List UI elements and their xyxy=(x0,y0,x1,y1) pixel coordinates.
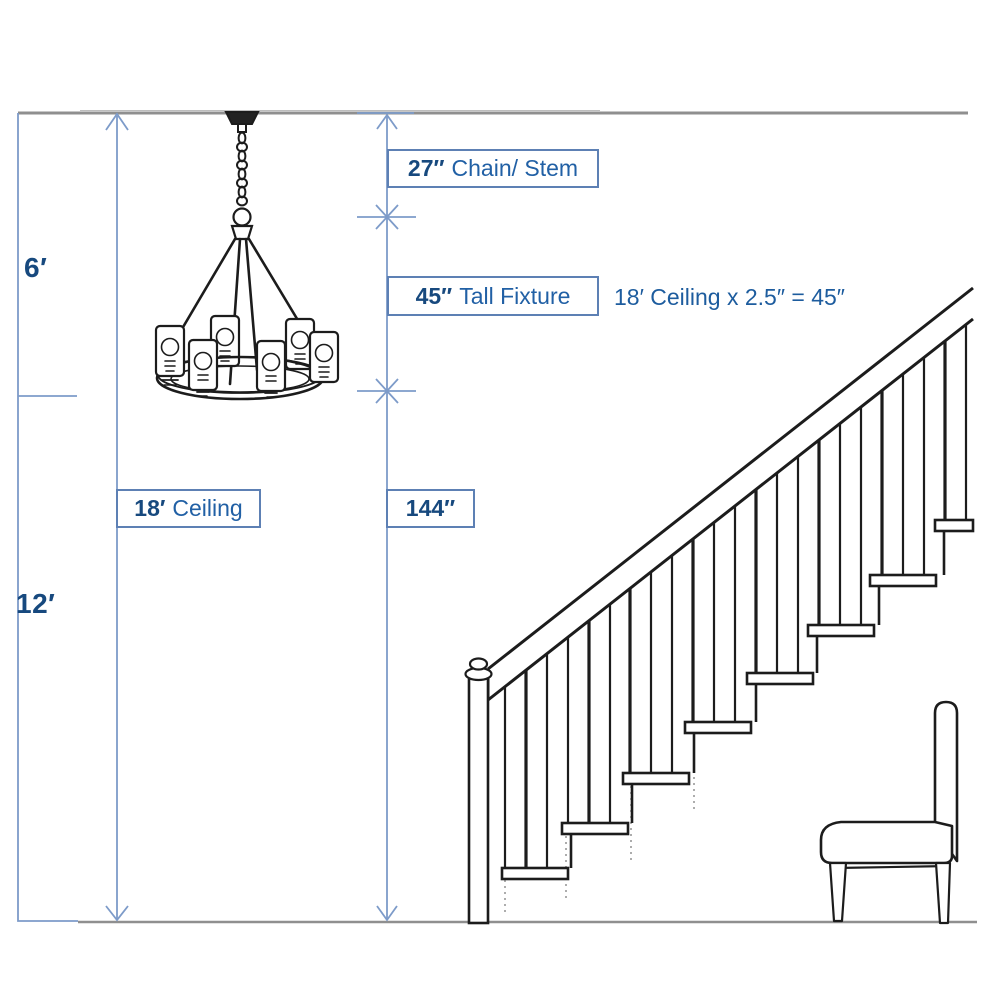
tall-fixture-dimension-box xyxy=(387,276,599,316)
staircase-balusters xyxy=(505,325,966,868)
chain-stem-value: 27″ xyxy=(407,155,445,181)
chair-back-leg xyxy=(936,863,950,923)
ceiling-height-box xyxy=(116,489,261,528)
label-lower-height: 12′ xyxy=(16,588,56,619)
chandelier-stem xyxy=(238,124,246,132)
staircase-handrail xyxy=(488,288,973,700)
chandelier-illustration xyxy=(156,112,338,399)
staircase-newel-post xyxy=(466,659,492,924)
drop-length-value: 144″ xyxy=(405,495,456,521)
drop-length-box xyxy=(386,489,475,528)
chandelier-chain xyxy=(237,133,247,206)
chandelier-canopy xyxy=(226,112,258,124)
chair-front-leg xyxy=(830,863,846,921)
chain-stem-dimension-box xyxy=(387,149,599,188)
wall-reference-line xyxy=(18,113,78,921)
chair-seat xyxy=(821,822,952,863)
chain-stem-label: Chain/ Stem xyxy=(451,155,579,181)
sizing-formula-text: 18′ Ceiling x 2.5″ = 45″ xyxy=(614,284,845,310)
tall-fixture-value: 45″ xyxy=(415,282,453,309)
ceiling-height-value: 18′ xyxy=(134,495,166,521)
chandelier-collar xyxy=(232,226,252,239)
chair-seat-rail xyxy=(836,866,950,868)
chair-illustration xyxy=(821,702,957,923)
chandelier-ball xyxy=(234,209,251,226)
ceiling-line xyxy=(18,111,968,114)
ceiling-height-label: Ceiling xyxy=(172,495,243,521)
tall-fixture-label: Tall Fixture xyxy=(459,282,571,309)
label-upper-height: 6′ xyxy=(24,252,48,283)
